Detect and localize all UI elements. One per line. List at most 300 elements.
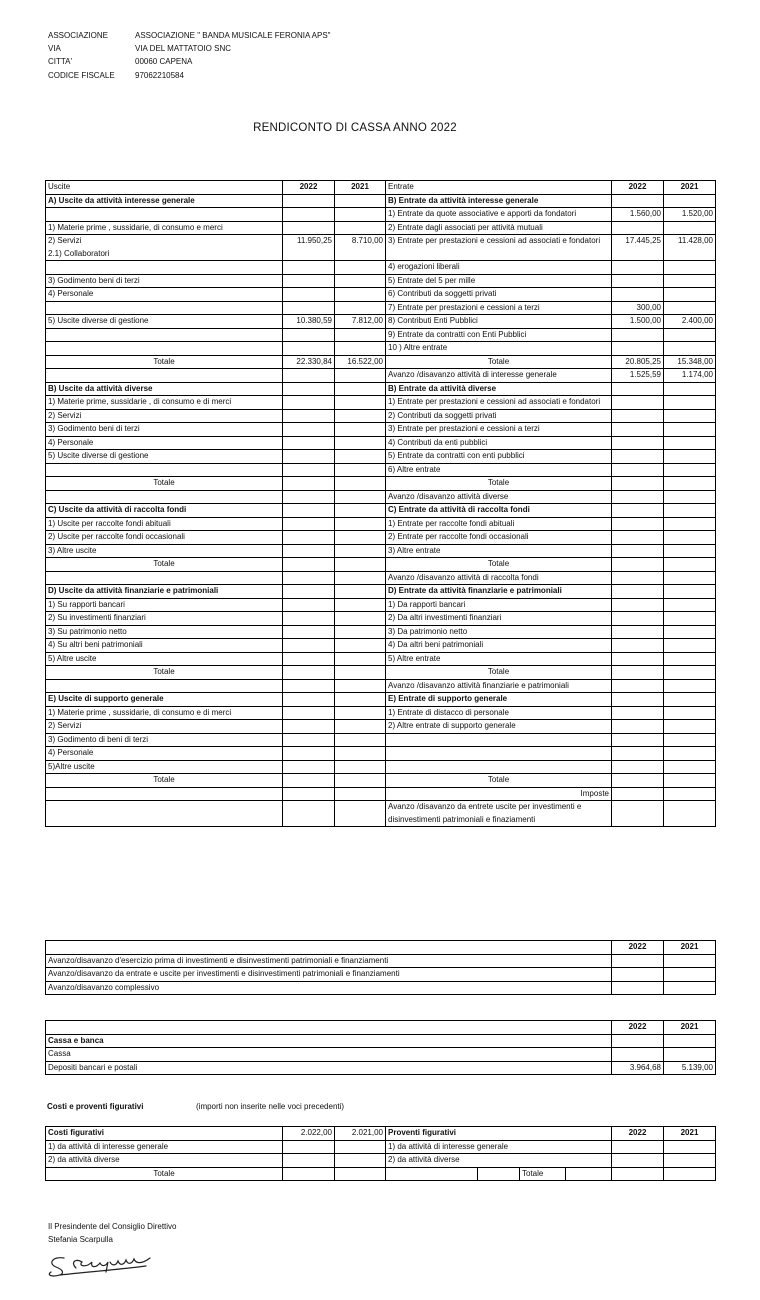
- table-cell: [46, 1021, 612, 1035]
- table-cell: [612, 221, 664, 235]
- table-cell: [612, 981, 664, 995]
- table-row: [46, 720, 716, 734]
- table-cell: [335, 423, 386, 437]
- table-cell: [664, 760, 716, 774]
- table-cell: Avanzo/disavanzo complessivo: [46, 981, 612, 995]
- table-row: [46, 801, 716, 827]
- table-cell: 2021: [664, 1127, 716, 1141]
- table-cell: [612, 720, 664, 734]
- table-cell: 5) Uscite diverse di gestione: [46, 315, 283, 329]
- table-cell: [335, 463, 386, 477]
- table-cell: Depositi bancari e postali: [46, 1061, 612, 1075]
- table-row: [46, 968, 716, 982]
- table-cell: [664, 436, 716, 450]
- table-cell: Totale: [386, 477, 612, 491]
- table-cell: 300,00: [612, 301, 664, 315]
- table-cell: 1) Su rapporti bancari: [46, 598, 283, 612]
- table-cell: [335, 666, 386, 680]
- table-row: [46, 1034, 716, 1048]
- table-row: [46, 274, 716, 288]
- table-cell: [664, 801, 716, 827]
- table-cell: [283, 221, 335, 235]
- header-row: [48, 29, 331, 42]
- table-cell: Totale: [386, 774, 612, 788]
- table-cell: [664, 612, 716, 626]
- table-cell: [612, 625, 664, 639]
- table-cell: [664, 288, 716, 302]
- table-cell: 2) Da altri investimenti finanziari: [386, 612, 612, 626]
- table-cell: 20.805,25: [612, 355, 664, 369]
- table-cell: 5) Entrate del 5 per mille: [386, 274, 612, 288]
- table-cell: Uscite: [46, 181, 283, 195]
- table-cell: [612, 679, 664, 693]
- table-cell: 3) Altre entrate: [386, 544, 612, 558]
- table-cell: 3) Godimento di beni di terzi: [46, 733, 283, 747]
- table-cell: [612, 1167, 664, 1181]
- table-cell: 2022: [612, 181, 664, 195]
- table-cell: [335, 342, 386, 356]
- table-row: [46, 787, 716, 801]
- table-cell: [335, 208, 386, 222]
- table-cell: [664, 787, 716, 801]
- table-row: [46, 382, 716, 396]
- table-cell: [283, 666, 335, 680]
- table-cell: [664, 652, 716, 666]
- table-row: [46, 571, 716, 585]
- table-cell: [664, 981, 716, 995]
- table-cell: 22.330,84: [283, 355, 335, 369]
- table-cell: 3) Su patrimonio netto: [46, 625, 283, 639]
- table-cell: Totale: [46, 477, 283, 491]
- table-row: [46, 693, 716, 707]
- table-cell: [664, 747, 716, 761]
- table-row: [46, 221, 716, 235]
- table-cell: [283, 598, 335, 612]
- table-cell: [283, 625, 335, 639]
- table-cell: [664, 423, 716, 437]
- table-cell: [612, 1140, 664, 1154]
- table-row: [46, 774, 716, 788]
- table-cell: [335, 693, 386, 707]
- table-cell: [612, 760, 664, 774]
- figurativi-table: [45, 1126, 716, 1181]
- table-cell: [283, 194, 335, 208]
- table-row: [46, 517, 716, 531]
- table-cell: [283, 463, 335, 477]
- table-cell: [283, 301, 335, 315]
- table-cell: [283, 571, 335, 585]
- table-cell: [664, 301, 716, 315]
- table-cell: [283, 517, 335, 531]
- table-cell: 2) Su investimenti finanziari: [46, 612, 283, 626]
- table-cell: [612, 517, 664, 531]
- table-row: [46, 598, 716, 612]
- table-cell: 3) Godimento beni di terzi: [46, 274, 283, 288]
- table-cell: 7) Entrate per prestazioni e cessioni a terzi: [386, 301, 612, 315]
- table-cell: [283, 409, 335, 423]
- table-cell: [664, 490, 716, 504]
- table-row: [46, 558, 716, 572]
- table-row: [46, 666, 716, 680]
- header-row: [48, 69, 331, 82]
- table-cell: [46, 342, 283, 356]
- table-cell: 2021: [664, 941, 716, 955]
- table-cell: [335, 639, 386, 653]
- table-cell: D) Uscite da attività finanziarie e patrimoniali: [46, 585, 283, 599]
- table-row: [46, 504, 716, 518]
- table-cell: [612, 436, 664, 450]
- table-cell: Avanzo /disavanzo attività finanziarie e patrimoniali: [386, 679, 612, 693]
- table-cell: 7.812,00: [335, 315, 386, 329]
- table-cell: 11.428,00: [664, 235, 716, 261]
- table-cell: [335, 585, 386, 599]
- table-cell: [335, 706, 386, 720]
- table-row: [46, 328, 716, 342]
- table-cell: [664, 261, 716, 275]
- table-row: [46, 1167, 716, 1181]
- table-cell: [335, 801, 386, 827]
- table-cell: [335, 652, 386, 666]
- table-cell: [283, 261, 335, 275]
- header-value: 97062210584: [135, 70, 184, 80]
- table-cell: [612, 666, 664, 680]
- table-cell: 1.174,00: [664, 369, 716, 383]
- table-cell: Entrate: [386, 181, 612, 195]
- table-cell: [46, 463, 283, 477]
- table-cell: [664, 774, 716, 788]
- table-cell: [335, 450, 386, 464]
- table-cell: B) Entrate da attività diverse: [386, 382, 612, 396]
- table-cell: 17.445,25: [612, 235, 664, 261]
- table-cell: [664, 679, 716, 693]
- table-cell: [386, 1167, 478, 1181]
- table-cell: 3) Entrate per prestazioni e cessioni a terzi: [386, 423, 612, 437]
- table-cell: [664, 571, 716, 585]
- table-header-row: [46, 1127, 716, 1141]
- table-cell: 2) Contributi da soggetti privati: [386, 409, 612, 423]
- table-cell: [664, 954, 716, 968]
- table-cell: [283, 1167, 335, 1181]
- table-cell: [283, 423, 335, 437]
- table-cell: [283, 733, 335, 747]
- table-cell: [612, 954, 664, 968]
- table-cell: 8.710,00: [335, 235, 386, 261]
- table-row: [46, 544, 716, 558]
- table-cell: [283, 747, 335, 761]
- table-cell: 2) Servizi: [46, 720, 283, 734]
- table-row: [46, 463, 716, 477]
- table-cell: [283, 342, 335, 356]
- table-cell: [612, 328, 664, 342]
- table-cell: A) Uscite da attività interesse generale: [46, 194, 283, 208]
- table-cell: [283, 652, 335, 666]
- table-cell: [335, 531, 386, 545]
- table-row: [46, 477, 716, 491]
- table-cell: 4) Su altri beni patrimoniali: [46, 639, 283, 653]
- table-cell: Costi figurativi: [46, 1127, 283, 1141]
- table-cell: [664, 1048, 716, 1062]
- table-cell: [664, 1140, 716, 1154]
- table-cell: [335, 369, 386, 383]
- handwritten-signature: [46, 1248, 158, 1282]
- table-cell: [335, 194, 386, 208]
- header-label: CITTA': [48, 57, 73, 67]
- table-cell: 1.520,00: [664, 208, 716, 222]
- table-cell: [335, 382, 386, 396]
- table-cell: [478, 1167, 520, 1181]
- table-cell: [612, 274, 664, 288]
- table-cell: [283, 679, 335, 693]
- table-cell: [612, 396, 664, 410]
- table-cell: 10 ) Altre entrate: [386, 342, 612, 356]
- table-cell: [664, 666, 716, 680]
- table-cell: E) Entrate di supporto generale: [386, 693, 612, 707]
- table-cell: [283, 504, 335, 518]
- table-cell: [283, 369, 335, 383]
- figurativi-title: Costi e proventi figurativi: [47, 1102, 144, 1111]
- header-value: ASSOCIAZIONE " BANDA MUSICALE FERONIA APS": [135, 31, 331, 40]
- table-cell: 1.525,59: [612, 369, 664, 383]
- table-cell: [283, 477, 335, 491]
- figurativi-note: (importi non inserite nelle voci precedenti): [196, 1102, 345, 1111]
- table-cell: [335, 328, 386, 342]
- table-cell: [612, 558, 664, 572]
- table-cell: [335, 1167, 386, 1181]
- table-cell: 9) Entrate da contratti con Enti Pubblici: [386, 328, 612, 342]
- table-row: [46, 396, 716, 410]
- table-cell: [283, 436, 335, 450]
- table-cell: [612, 194, 664, 208]
- table-header-row: [46, 181, 716, 195]
- table-cell: 4) Personale: [46, 436, 283, 450]
- table-cell: 8) Contributi Enti Pubblici: [386, 315, 612, 329]
- table-cell: [46, 941, 612, 955]
- cassa-banca-table: [45, 1020, 716, 1075]
- table-cell: [664, 450, 716, 464]
- table-cell: [664, 504, 716, 518]
- table-cell: [335, 288, 386, 302]
- table-cell: Totale: [46, 666, 283, 680]
- table-cell: [46, 801, 283, 827]
- table-cell: 2.400,00: [664, 315, 716, 329]
- table-cell: 10.380,59: [283, 315, 335, 329]
- table-cell: [335, 436, 386, 450]
- table-cell: [283, 531, 335, 545]
- table-cell: [46, 301, 283, 315]
- table-header-row: [46, 941, 716, 955]
- table-cell: 2) da attività diverse: [46, 1154, 283, 1168]
- table-cell: [612, 598, 664, 612]
- table-cell: Totale: [386, 355, 612, 369]
- header-value: VIA DEL MATTATOIO SNC: [135, 44, 232, 54]
- header-row: [48, 55, 331, 68]
- table-cell: 4) Da altri beni patrimoniali: [386, 639, 612, 653]
- table-cell: B) Entrate da attività interesse generale: [386, 194, 612, 208]
- table-cell: [612, 733, 664, 747]
- signature-role: Il Presindente del Consiglio Direttivo: [48, 1222, 177, 1231]
- table-row: [46, 261, 716, 275]
- table-cell: 2022: [612, 1127, 664, 1141]
- table-cell: [335, 747, 386, 761]
- table-row: [46, 981, 716, 995]
- association-header: [48, 29, 331, 82]
- table-cell: [664, 396, 716, 410]
- table-cell: [283, 450, 335, 464]
- table-cell: 2) Servizi 2.1) Collaboratori: [46, 235, 283, 261]
- table-row: [46, 1061, 716, 1075]
- table-cell: [335, 504, 386, 518]
- table-cell: 1.500,00: [612, 315, 664, 329]
- table-cell: [612, 968, 664, 982]
- table-cell: E) Uscite di supporto generale: [46, 693, 283, 707]
- table-cell: 1) Uscite per raccolte fondi abituali: [46, 517, 283, 531]
- table-cell: [612, 1154, 664, 1168]
- table-cell: [664, 558, 716, 572]
- table-row: [46, 679, 716, 693]
- table-cell: [283, 1140, 335, 1154]
- table-cell: [612, 571, 664, 585]
- table-cell: [335, 544, 386, 558]
- table-cell: 1) Materie prime, sussidarie , di consumo e di merci: [46, 396, 283, 410]
- table-cell: [612, 801, 664, 827]
- table-row: [46, 1048, 716, 1062]
- header-label: VIA: [48, 44, 61, 54]
- table-cell: [612, 261, 664, 275]
- table-row: [46, 450, 716, 464]
- table-cell: [664, 733, 716, 747]
- table-row: [46, 288, 716, 302]
- table-row: [46, 490, 716, 504]
- table-row: [46, 436, 716, 450]
- table-cell: [335, 274, 386, 288]
- table-cell: [612, 585, 664, 599]
- table-cell: [612, 423, 664, 437]
- table-row: [46, 423, 716, 437]
- table-cell: Avanzo /disavanzo da entrete uscite per investimenti e disinvestimenti patrimoniali e finaziamenti: [386, 801, 612, 827]
- table-cell: 1) Materie prime , sussidarie, di consumo e merci: [46, 221, 283, 235]
- table-row: [46, 954, 716, 968]
- table-cell: [283, 612, 335, 626]
- table-cell: [664, 706, 716, 720]
- table-cell: [46, 490, 283, 504]
- table-cell: [46, 328, 283, 342]
- table-cell: [664, 531, 716, 545]
- table-cell: [335, 490, 386, 504]
- table-cell: [612, 463, 664, 477]
- table-cell: [664, 463, 716, 477]
- table-cell: 5)Altre uscite: [46, 760, 283, 774]
- table-cell: [664, 639, 716, 653]
- table-cell: [283, 490, 335, 504]
- table-cell: 2) Altre entrate di supporto generale: [386, 720, 612, 734]
- table-row: [46, 194, 716, 208]
- table-cell: 2021: [664, 1021, 716, 1035]
- table-cell: 1) Da rapporti bancari: [386, 598, 612, 612]
- table-cell: [612, 706, 664, 720]
- table-cell: [612, 747, 664, 761]
- table-cell: Totale: [46, 558, 283, 572]
- table-row: [46, 652, 716, 666]
- table-cell: 2) Uscite per raccolte fondi occasionali: [46, 531, 283, 545]
- table-cell: [612, 774, 664, 788]
- table-header-row: [46, 1021, 716, 1035]
- table-cell: [664, 477, 716, 491]
- table-cell: 3) Altre uscite: [46, 544, 283, 558]
- table-cell: [612, 342, 664, 356]
- table-cell: [283, 787, 335, 801]
- table-cell: [664, 221, 716, 235]
- table-cell: [335, 720, 386, 734]
- table-cell: 3) Godimento beni di terzi: [46, 423, 283, 437]
- table-cell: C) Uscite da attività di raccolta fondi: [46, 504, 283, 518]
- table-cell: 2021: [335, 181, 386, 195]
- table-cell: [664, 625, 716, 639]
- table-cell: [335, 1140, 386, 1154]
- table-cell: 4) Personale: [46, 288, 283, 302]
- signature-name: Stefania Scarpulla: [48, 1235, 113, 1244]
- table-row: [46, 733, 716, 747]
- table-cell: 11.950,25: [283, 235, 335, 261]
- table-cell: 2021: [664, 181, 716, 195]
- table-cell: [386, 733, 612, 747]
- table-cell: [664, 720, 716, 734]
- table-cell: [612, 544, 664, 558]
- table-cell: [335, 571, 386, 585]
- table-cell: Avanzo/disavanzo d'esercizio prima di investimenti e disinvestimenti patrimoniali e finanziamenti: [46, 954, 612, 968]
- table-cell: [335, 733, 386, 747]
- table-cell: [335, 558, 386, 572]
- table-row: [46, 208, 716, 222]
- table-cell: Cassa e banca: [46, 1034, 612, 1048]
- table-cell: 1) da attività di interesse generale: [46, 1140, 283, 1154]
- table-cell: [612, 450, 664, 464]
- table-cell: 5) Entrate da contratti con enti pubblici: [386, 450, 612, 464]
- table-cell: [664, 968, 716, 982]
- table-row: [46, 625, 716, 639]
- table-cell: 5.139,00: [664, 1061, 716, 1075]
- table-cell: [664, 1154, 716, 1168]
- table-cell: [386, 760, 612, 774]
- header-label: ASSOCIAZIONE: [48, 31, 109, 40]
- table-cell: Imposte: [386, 787, 612, 801]
- table-cell: [283, 693, 335, 707]
- table-cell: 1) Entrate di distacco di personale: [386, 706, 612, 720]
- table-row: [46, 531, 716, 545]
- table-row: [46, 747, 716, 761]
- table-cell: Avanzo /disavanzo attività di interesse generale: [386, 369, 612, 383]
- header-value: 00060 CAPENA: [135, 57, 193, 67]
- table-cell: [664, 544, 716, 558]
- table-cell: [46, 679, 283, 693]
- table-row: [46, 235, 716, 261]
- table-cell: [46, 369, 283, 383]
- table-row: [46, 612, 716, 626]
- table-cell: [335, 221, 386, 235]
- table-cell: [283, 328, 335, 342]
- table-cell: [664, 409, 716, 423]
- table-cell: 2) da attività diverse: [386, 1154, 612, 1168]
- table-cell: [283, 585, 335, 599]
- table-cell: [283, 720, 335, 734]
- table-cell: [283, 774, 335, 788]
- table-cell: [612, 639, 664, 653]
- table-cell: [335, 1154, 386, 1168]
- table-cell: [335, 477, 386, 491]
- table-cell: [335, 301, 386, 315]
- table-row: [46, 409, 716, 423]
- table-cell: [612, 693, 664, 707]
- table-cell: [283, 639, 335, 653]
